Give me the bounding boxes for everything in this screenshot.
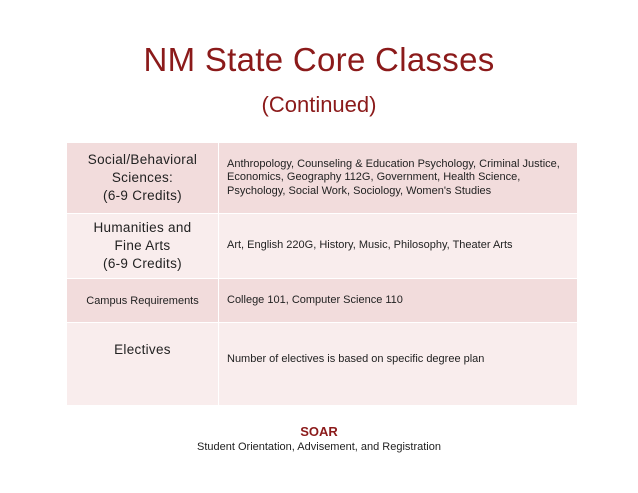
category-label — [67, 323, 219, 406]
label-line: (6-9 Credits) — [103, 188, 182, 203]
table-row — [67, 143, 578, 214]
category-label — [67, 279, 219, 323]
footer-title: SOAR — [300, 424, 338, 439]
category-description: Anthropology, Counseling & Education Psychology, Criminal Justice, Economics, Geography 112G, Government, Health Science, Psychology, Social Work, Sociology, Women's Studies — [219, 143, 578, 214]
category-description: College 101, Computer Science 110 — [219, 279, 578, 323]
label-line: Campus Requirements — [86, 294, 199, 307]
core-classes-table — [66, 142, 578, 406]
slide-title: NM State Core Classes — [143, 41, 495, 78]
category-label — [67, 143, 219, 214]
label-line: Sciences: — [111, 170, 174, 185]
label-line: Social/Behavioral — [87, 152, 198, 167]
label-line: Fine Arts — [114, 238, 171, 253]
table-row — [67, 279, 578, 323]
table-row — [67, 214, 578, 279]
slide-subtitle: (Continued) — [261, 92, 377, 117]
category-label — [67, 214, 219, 279]
label-line: (6-9 Credits) — [103, 256, 182, 271]
footer-subtitle: Student Orientation, Advisement, and Registration — [197, 441, 441, 453]
label-line: Electives — [114, 342, 171, 357]
category-description: Number of electives is based on specific degree plan — [219, 323, 578, 406]
category-description: Art, English 220G, History, Music, Philosophy, Theater Arts — [219, 214, 578, 279]
label-line: Humanities and — [93, 220, 192, 235]
table-row — [67, 323, 578, 406]
